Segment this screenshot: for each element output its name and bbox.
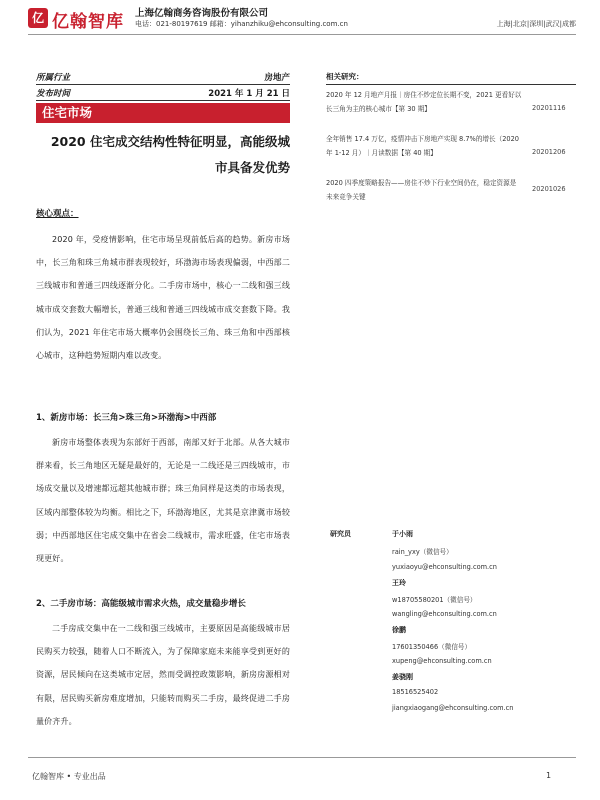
analyst-phone: 18516525402	[392, 688, 439, 696]
footer-divider	[28, 757, 576, 758]
related-item[interactable]: 全年销售 17.4 万亿，疫情冲击下房地产实现 8.7%的增长（2020 年 1-12 月）｜月读数据【第 40 期】	[326, 135, 519, 158]
analysts-label: 研究员	[330, 530, 351, 538]
report-title-line2: 市具备发优势	[214, 160, 290, 175]
header-divider	[28, 34, 576, 35]
page-number: 1	[546, 771, 552, 780]
date-row	[36, 87, 290, 99]
meta-divider	[36, 84, 290, 85]
date-label: 发布时间	[36, 89, 71, 99]
analyst-name: 于小雨	[392, 530, 413, 538]
office-cities: 上海|北京|深圳|武汉|成都	[496, 20, 576, 28]
paragraph-intro: 2020 年，受疫情影响，住宅市场呈现前低后高的趋势。新房市场中，长三角和珠三角城市群表现较好，环渤海市场表现偏弱，中西部二三线城市和普通三四线逐渐分化。二手房市场中，核心一二线和强三线城市成交套数大幅增长，普通三线和普通三四线城市成交套数下降。我们认为，2021 年住宅市场大概率仍会围绕长三角、珠三角和中西部核心城市，这种趋势短期内难以改变。	[36, 235, 290, 361]
company-contact: 电话：021-80197619 邮箱：yihanzhiku@ehconsulting.com.cn	[135, 20, 348, 28]
topic-banner: 住宅市场	[36, 103, 290, 123]
related-item-date: 20201116	[532, 104, 566, 112]
logo-icon: 亿	[28, 8, 48, 28]
company-name: 上海亿翰商务咨询股份有限公司	[135, 8, 269, 19]
analyst-email[interactable]: xupeng@ehconsulting.com.cn	[392, 657, 492, 665]
analyst-wechat: 17601350466（微信号）	[392, 643, 472, 651]
analyst-name: 姜骁刚	[392, 673, 413, 681]
industry-label: 所属行业	[36, 73, 71, 83]
date-value: 2021 年 1 月 21 日	[208, 89, 290, 99]
related-item-date: 20201026	[532, 185, 566, 193]
analyst-email[interactable]: wangling@ehconsulting.com.cn	[392, 610, 497, 618]
analyst-name: 徐鹏	[392, 626, 406, 634]
footer-brand: 亿翰智库 • 专业出品	[32, 772, 106, 781]
section1-heading: 1、新房市场：长三角>珠三角>环渤海>中西部	[36, 413, 217, 423]
industry-row	[36, 71, 290, 83]
industry-value: 房地产	[264, 73, 290, 83]
meta-divider-2	[36, 100, 290, 101]
related-divider	[326, 84, 576, 85]
paragraph-new-homes: 新房市场整体表现为东部好于西部，南部又好于北部。从各大城市群来看，长三角地区无疑是最好的，无论是一二线还是三四线城市，市场成交量以及增速都远超其他城市群；珠三角同样是这类的市场表现，区域内部整体较为均衡。相比之下，环渤海地区，尤其是京津冀市场较弱；中西部地区住宅成交集中在省会二线城市，需求旺盛，住宅市场表现更好。	[36, 438, 290, 564]
analyst-name: 王玲	[392, 579, 406, 587]
related-research-heading: 相关研究：	[326, 72, 364, 81]
analyst-wechat: w18705580201（微信号）	[392, 596, 477, 604]
related-item[interactable]: 2020 四季度策略报告——房住不炒下行业空间仍在，稳定资源是未来竞争关键	[326, 179, 517, 202]
analyst-email[interactable]: jiangxiaogang@ehconsulting.com.cn	[392, 704, 514, 712]
analyst-wechat: rain_yxy（微信号）	[392, 548, 453, 556]
paragraph-resale: 二手房成交集中在一二线和强三线城市，主要原因是高能级城市居民购买力较强，随着人口不断流入，为了保障家庭未来能享受到更好的资源，居民倾向在这类城市定居，然而受调控政策影响，新房房源相对有限，居民购买新房难度增加，只能转而购买二手房，最终促进二手房量价齐升。	[36, 624, 290, 726]
section2-heading: 2、二手房市场：高能级城市需求火热，成交量稳步增长	[36, 599, 246, 609]
related-item-date: 20201206	[532, 148, 566, 156]
brand-logo-text: 亿翰智库	[52, 12, 124, 32]
related-item[interactable]: 2020 年 12 月地产月报｜房住不炒定位长期不变，2021 更看好以长三角为主的核心城市【第 30 期】	[326, 91, 522, 114]
core-view-heading: 核心观点：	[36, 209, 79, 219]
report-title-line1: 2020 住宅成交结构性特征明显，高能级城	[50, 134, 290, 149]
analyst-email[interactable]: yuxiaoyu@ehconsulting.com.cn	[392, 563, 497, 571]
